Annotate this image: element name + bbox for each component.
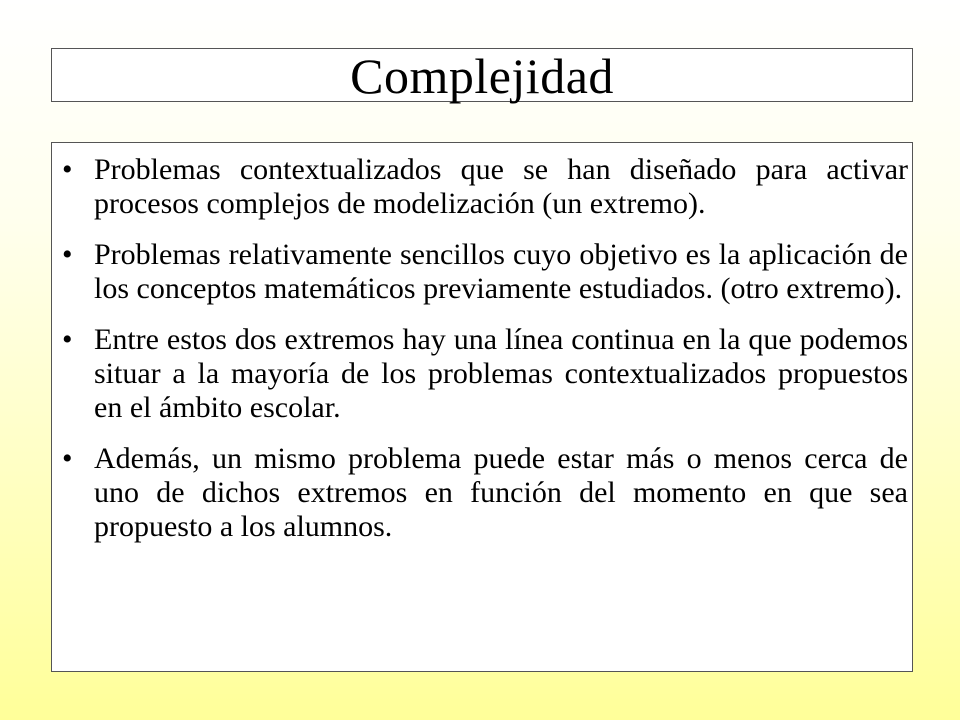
slide-title: Complejidad (350, 48, 614, 104)
bullet-icon: • (62, 153, 73, 186)
bullet-item (62, 442, 908, 544)
bullet-icon: • (62, 238, 73, 271)
bullet-item (62, 153, 908, 221)
bullet-list (62, 153, 908, 544)
bullet-icon: • (62, 442, 73, 475)
bullet-icon: • (62, 323, 73, 356)
bullet-item (62, 238, 908, 306)
slide-content-box (51, 142, 913, 672)
bullet-text: Problemas relativamente sencillos cuyo objetivo es la aplicación de los conceptos matemáticos previamente estudiados. (otro extremo). (94, 238, 908, 305)
bullet-item (62, 323, 908, 425)
bullet-text: Problemas contextualizados que se han diseñado para activar procesos complejos de modelización (un extremo). (94, 153, 908, 220)
bullet-text: Entre estos dos extremos hay una línea continua en la que podemos situar a la mayoría de los problemas contextualizados propuestos en el ámbito escolar. (94, 323, 908, 424)
slide-title-box (51, 48, 913, 102)
bullet-text: Además, un mismo problema puede estar más o menos cerca de uno de dichos extremos en función del momento en que sea propuesto a los alumnos. (94, 442, 908, 543)
